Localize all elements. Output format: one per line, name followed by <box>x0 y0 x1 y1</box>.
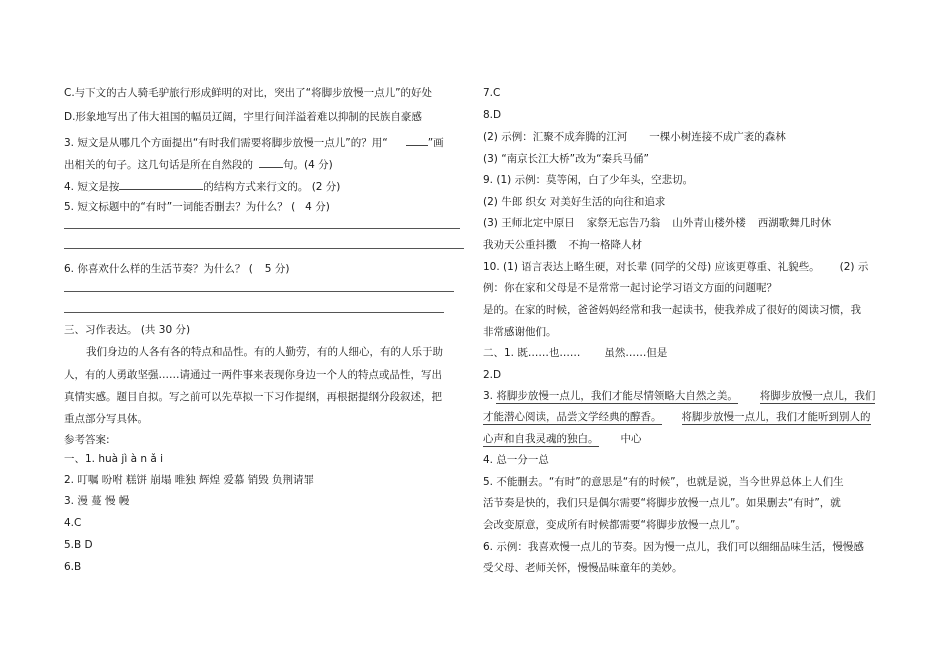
answer-9-1: 9. (1) 示例：莫等闲，白了少年头，空悲切。 <box>483 174 694 186</box>
option-c: C.与下文的古人骑毛驴旅行形成鲜明的对比，突出了“将脚步放慢一点儿”的好处 <box>64 87 433 99</box>
answer-1-3: 3. 漫 蔓 慢 幔 <box>64 495 130 507</box>
answer-1-5: 5.B D <box>64 539 93 551</box>
answer-1-6: 6.B <box>64 561 82 573</box>
answers-title: 参考答案: <box>64 434 110 446</box>
answer-1-1: 一、1. huà jì à n ǎ i <box>64 453 164 465</box>
question-3-line2: 出相关的句子。这几句话是所在自然段的 句。(4 分) <box>64 156 333 172</box>
answer-10-1: 10. (1) 语言表达上略生硬，对长辈 (同学的父母) 应该更尊重、礼貌些。 (2) 示 <box>483 261 869 273</box>
answer-blank <box>406 134 428 146</box>
answer-2-5-line2: 活节奏是快的，我们只是偶尔需要“将脚步放慢一点儿”。如果删去“有时”，就 <box>483 497 841 509</box>
answer-9-3: (3) 王师北定中原日 家祭无忘告乃翁 山外青山楼外楼 西湖歌舞几时休 <box>483 217 832 229</box>
answer-line <box>64 312 444 313</box>
answer-2-4: 4. 总一分一总 <box>483 454 549 466</box>
answer-8-3: (3) “南京长江大桥”改为“秦兵马俑” <box>483 153 649 165</box>
answer-1-4: 4.C <box>64 517 82 529</box>
answer-line <box>64 228 460 229</box>
prompt-line1: 我们身边的人各有各的特点和品性。有的人勤劳，有的人细心，有的人乐于助 <box>86 346 443 358</box>
answer-2-1: 二、1. 既……也…… 虽然……但是 <box>483 347 668 359</box>
answer-2-2: 2.D <box>483 369 502 381</box>
question-3-line1: 3. 短文是从哪几个方面提出“有时我们需要将脚步放慢一点儿”的？用“ ”画 <box>64 134 444 150</box>
answer-2-3-line2: 才能潜心阅读，品尝文学经典的醇香。 将脚步放慢一点儿，我们才能听到别人的 <box>483 411 871 423</box>
prompt-line3: 真情实感。题目自拟。写之前可以先草拟一下习作提纲，再根据提纲分段叙述，把 <box>64 391 442 403</box>
answer-2-5-line3: 会改变原意，变成所有时候都需要“将脚步放慢一点儿”。 <box>483 519 746 531</box>
answer-line <box>64 248 464 249</box>
answer-10-3: 是的。在家的时候，爸爸妈妈经常和我一起读书，使我养成了很好的阅读习惯，我 <box>483 304 861 316</box>
answer-8: 8.D <box>483 109 502 121</box>
answer-blank <box>259 156 283 168</box>
answer-7: 7.C <box>483 87 501 99</box>
answer-10-4: 非常感谢他们。 <box>483 326 557 338</box>
question-4: 4. 短文是按 的结构方式来行文的。 (2 分) <box>64 178 340 194</box>
prompt-line2: 人，有的人勇敢坚强……请通过一两件事来表现你身边一个人的特点或品性，写出 <box>64 369 442 381</box>
prompt-line4: 重点部分写具体。 <box>64 413 148 425</box>
answer-2-3-line3: 心声和自我灵魂的独白。 中心 <box>483 433 642 445</box>
answer-1-2: 2. 叮嘱 吩咐 糕饼 崩塌 唯独 辉煌 爱慕 销毁 负荆请罪 <box>64 474 315 486</box>
answer-8-2: (2) 示例：汇聚不成奔腾的江河 一棵小树连接不成广袤的森林 <box>483 131 786 143</box>
answer-line <box>64 291 454 292</box>
question-5: 5. 短文标题中的“有时”一词能否删去？为什么？ ( 4 分) <box>64 201 330 213</box>
answer-2-6-line2: 受父母、老师关怀，慢慢品味童年的美妙。 <box>483 562 683 574</box>
answer-2-6-line1: 6. 示例：我喜欢慢一点儿的节奏。因为慢一点儿，我们可以细细品味生活，慢慢感 <box>483 541 864 553</box>
answer-9-2: (2) 牛郎 织女 对美好生活的向往和追求 <box>483 196 666 208</box>
option-d: D.形象地写出了伟大祖国的幅员辽阔，宇里行间洋溢着难以抑制的民族自豪感 <box>64 111 422 123</box>
question-6: 6. 你喜欢什么样的生活节奏？为什么？ ( 5 分) <box>64 263 290 275</box>
answer-10-2: 例：你在家和父母是不是常常一起讨论学习语文方面的问题呢？ <box>483 282 777 294</box>
answer-2-3-line1: 3. 将脚步放慢一点儿，我们才能尽情领略大自然之美。 将脚步放慢一点儿，我们 <box>483 390 876 402</box>
answer-blank <box>119 178 203 190</box>
answer-9-4: 我劝天公重抖擞 不拘一格降人材 <box>483 239 642 251</box>
answer-2-5-line1: 5. 不能删去。“有时”的意思是“有的时候”，也就是说，当今世界总体上人们生 <box>483 476 844 488</box>
section-3-title: 三、习作表达。 (共 30 分) <box>64 324 191 336</box>
